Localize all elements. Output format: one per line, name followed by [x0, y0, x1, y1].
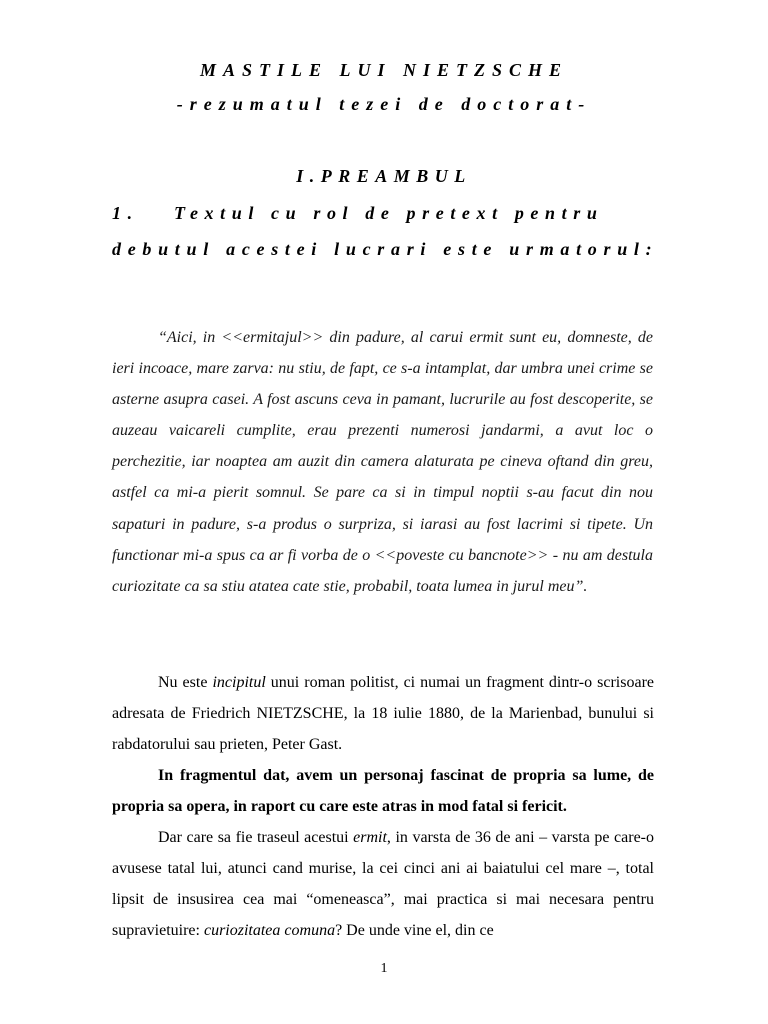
subsection-heading-line-2: debutul acestei lucrari este urmatorul:: [112, 239, 659, 259]
section-heading: I.PREAMBUL: [296, 166, 472, 186]
paragraph-3-italic-1: ermit: [353, 829, 387, 846]
paragraph-3-part-3: ? De unde vine el, din ce: [335, 922, 494, 939]
paragraph-3: [112, 822, 654, 946]
paragraph-1-end: unui roman politist, ci numai un fragment dintr-o scrisoare adresata de Friedrich NIETZSCHE, la 18 iulie 1880, de la Marienbad, bunului si rabdatorului sau prieten, Peter Gast.: [112, 674, 654, 753]
paragraph-1: [112, 667, 654, 760]
document-subtitle: -rezumatul tezei de doctorat-: [176, 94, 592, 114]
paragraph-3-italic-2: curiozitatea comuna: [203, 922, 336, 939]
page-number: 1: [380, 961, 388, 976]
subsection-heading-text: Textul cu rol de pretext pentru: [174, 203, 604, 223]
document-title: MASTILE LUI NIETZSCHE: [199, 60, 569, 80]
paragraph-2: In fragmentul dat, avem un personaj fascinat de propria sa lume, de propria sa opera, in raport cu care este atras in mod fatal si fericit.: [112, 767, 654, 815]
subsection-number: 1.: [112, 203, 139, 223]
paragraph-1-italic: incipitul: [212, 674, 266, 691]
paragraph-3-part-2: , in varsta de 36 de ani – varsta pe care-o avusese tatal lui, atunci cand murise, la cei cinci ani ai baiatului cel mare –, total lipsit de insusirea cea mai “omeneasca”, mai practica si mai necesara pentru supravietuire:: [112, 829, 654, 939]
nietzsche-quote: “Aici, in <<ermitajul>> din padure, al carui ermit sunt eu, domneste, de ieri incoace, mare zarva: nu stiu, de fapt, ce s-a intamplat, dar umbra unei crime se asterne asupra casei. A fost ascuns ceva in pamant, lucrurile au fost descoperite, se auzeau vaicareli cumplite, erau prezenti numerosi jandarmi, a avut loc o perchezitie, iar noaptea am auzit din camera alaturata pe cineva oftand din greu, astfel ca mi-a pierit somnul. Se pare ca si in timpul noptii s-au facut din nou sapaturi in padure, s-a produs o surpriza, si iarasi au fost lacrimi si tipete. Un functionar mi-a spus ca ar fi vorba de o <<poveste cu bancnote>> - nu am destula curiozitate ca sa stiu atatea cate stie, probabil, toata lumea in jurul meu”.: [112, 329, 653, 595]
paragraph-3-part-1: Dar care sa fie traseul acestui: [158, 829, 354, 846]
paragraph-1-start: Nu este: [158, 674, 213, 691]
subsection-heading-line-1: [112, 203, 603, 224]
